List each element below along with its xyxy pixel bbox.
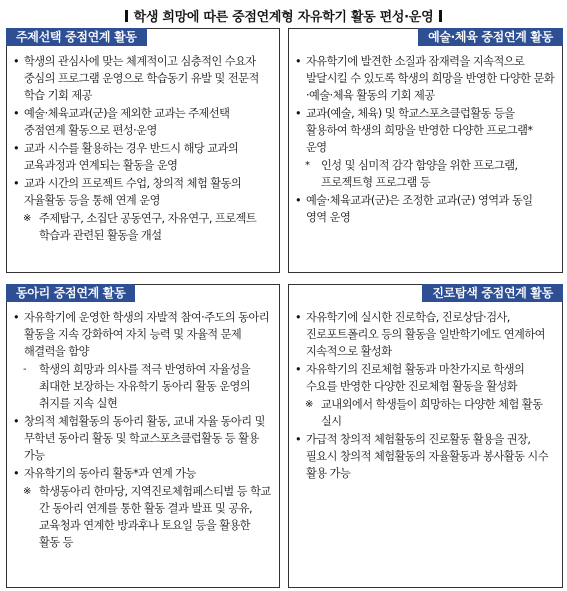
bullet-text: 자유학기에 발견한 소질과 잠재력을 지속적으로 발달시킬 수 있도록 학생의 희망을 반영한 다양한 문화·예술·체육 활동의 기회 제공: [306, 55, 555, 102]
bullet-text: 자유학기의 진로체험 활동과 마찬가지로 학생의 수요를 반영한 다양한 진로체험 활동을 활성화: [306, 363, 525, 393]
bullet-text: 자유학기에 운영한 학생의 자발적 참여·주도의 동아리 활동을 지속 강화하여 자치 능력 및 자율적 문제 해결력을 함양: [24, 311, 270, 358]
panel-body: [295, 309, 556, 483]
panel-header-club: 동아리 중점연계 활동: [6, 284, 135, 302]
bullet-mark: •: [13, 142, 20, 155]
panel-career: [288, 284, 563, 588]
bullet-mark: •: [295, 194, 302, 207]
bullet-mark: •: [295, 107, 302, 120]
note-item: [23, 483, 273, 551]
bullet-item: [295, 192, 556, 226]
panel-club: [6, 284, 280, 588]
bullet-item: [13, 175, 273, 209]
bullet-item: [13, 140, 273, 174]
bullet-text: 가급적 창의적 체험활동의 진로활동 활용을 권장, 필요시 창의적 체험활동의 자율활동과 봉사활동 시수 활용 가능: [306, 433, 549, 480]
note-mark: *: [305, 160, 310, 171]
bullet-mark: •: [13, 467, 20, 480]
panel-header-career: 진로탐색 중점연계 활동: [422, 284, 563, 302]
bullet-item: [13, 413, 273, 464]
bullet-text: 교과(예술, 체육) 및 학교스포츠클럽활동 등을 활용하여 학생의 희망을 반영한 다양한 프로그램* 운영: [306, 107, 533, 154]
bullet-mark: •: [13, 107, 20, 120]
note-item: [305, 396, 556, 430]
page-title: [0, 6, 567, 25]
note-item: [23, 210, 273, 244]
bullet-text: 예술·체육교과(군)은 조정한 교과(군) 영역과 동일 영역 운영: [306, 194, 533, 224]
panel-body: [13, 309, 273, 552]
bullet-text: 교과 시수를 활용하는 경우 반드시 해당 교과의 교육과정과 연계되는 활동을 운영: [24, 142, 239, 172]
bullet-mark: •: [295, 55, 302, 68]
bullet-item: [295, 361, 556, 395]
note-item: [23, 361, 273, 412]
bullet-item: [13, 465, 273, 482]
bullet-item: [13, 105, 273, 139]
panel-arts-sports: [288, 28, 563, 273]
bullet-text: 자유학기의 동아리 활동*과 연계 가능: [24, 467, 196, 480]
title-bar-left: [125, 10, 128, 22]
bullet-item: [295, 309, 556, 360]
bullet-item: [13, 309, 273, 360]
bullet-text: 예술·체육교과(군)을 제외한 교과는 주제선택 중점연계 활동으로 편성·운영: [24, 107, 230, 137]
panel-topic-selection: [6, 28, 280, 273]
note-text: 주제탐구, 소집단 공동연구, 자유연구, 프로젝트 학습과 관련된 활동을 개설: [39, 212, 257, 242]
bullet-text: 자유학기에 실시한 진로학습, 진로상담·검사, 진로포트폴리오 등의 활동을 일반학기에도 연계하여 지속적으로 활성화: [306, 311, 545, 358]
bullet-mark: •: [13, 177, 20, 190]
bullet-mark: •: [295, 363, 302, 376]
page-title-text: 학생 희망에 따른 중점연계형 자유학기 활동 편성·운영: [133, 10, 434, 25]
bullet-item: [295, 105, 556, 156]
bullet-text: 교과 시간의 프로젝트 수업, 창의적 체험 활동의 자율활동 등을 통해 연계 운영: [24, 177, 242, 207]
panel-header-arts-sports: 예술·체육 중점연계 활동: [418, 28, 563, 46]
bullet-text: 창의적 체험활동의 동아리 활동, 교내 자율 동아리 및 무학년 동아리 활동 및 학교스포츠클럽활동 등 활용 가능: [24, 415, 265, 462]
bullet-item: [295, 53, 556, 104]
note-mark: ※: [23, 213, 31, 224]
panel-body: [295, 53, 556, 227]
note-text: 학생의 희망과 의사를 적극 반영하여 자율성을 최대한 보장하는 자유학기 동아리 활동 운영의 취지를 지속 실현: [39, 363, 251, 410]
note-text: 교내외에서 학생들이 희망하는 다양한 체험 활동 실시: [321, 398, 543, 428]
bullet-text: 학생의 관심사에 맞는 체계적이고 심층적인 수요자 중심의 프로그램 운영으로 학습동기 유발 및 전문적 학습 기회 제공: [24, 55, 259, 102]
note-item: [305, 157, 556, 191]
bullet-item: [13, 53, 273, 104]
panel-body: [13, 53, 273, 245]
panel-header-topic-selection: 주제선택 중점연계 활동: [6, 28, 147, 46]
note-text: 학생동아리 한마당, 지역진로체험페스티벌 등 학교 간 동아리 연계를 통한 활동 결과 발표 및 공유, 교육청과 연계한 방과후나 토요일 등을 활용한 활동 등: [39, 485, 271, 549]
note-mark: ※: [23, 486, 31, 497]
bullet-mark: •: [295, 433, 302, 446]
note-mark: ※: [305, 399, 313, 410]
bullet-mark: •: [13, 311, 20, 324]
bullet-mark: •: [13, 415, 20, 428]
note-text: 인성 및 심미적 감각 함양을 위한 프로그램, 프로젝트형 프로그램 등: [321, 159, 518, 189]
title-bar-right: [439, 10, 442, 22]
note-mark: -: [23, 364, 27, 375]
bullet-item: [295, 431, 556, 482]
bullet-mark: •: [13, 55, 20, 68]
bullet-mark: •: [295, 311, 302, 324]
